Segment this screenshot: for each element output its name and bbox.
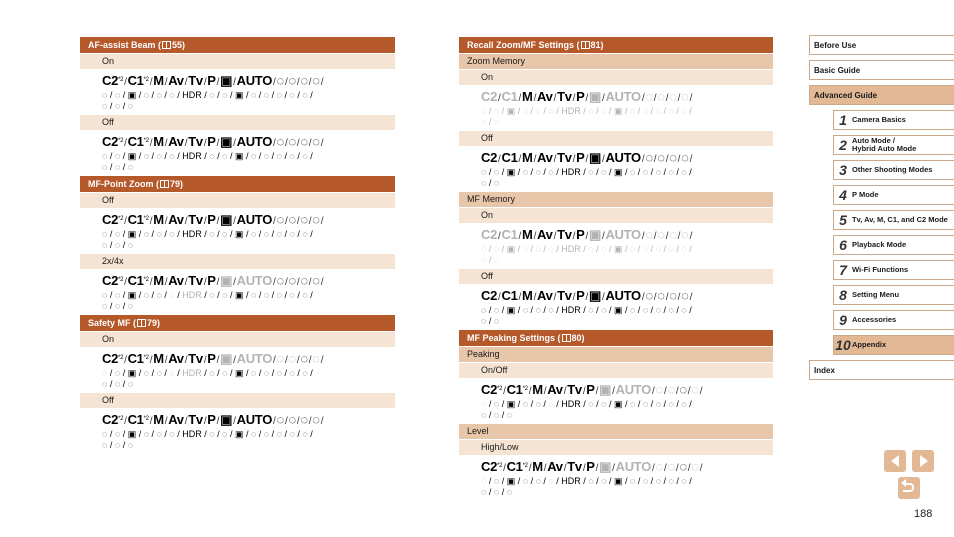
mode-icons-line: ◌ / ◌ bbox=[481, 117, 500, 127]
subsection-mf-memory: MF Memory bbox=[459, 192, 773, 207]
section-page-ref: 79) bbox=[169, 179, 183, 189]
mode-icons-block bbox=[459, 285, 773, 330]
nav-basic-guide[interactable]: Basic Guide bbox=[809, 60, 954, 80]
option-row: Off bbox=[80, 115, 395, 130]
nav-chapter-6[interactable] bbox=[833, 235, 954, 255]
mode-icons-block bbox=[459, 86, 773, 131]
mode-icons-block bbox=[459, 456, 773, 501]
mode-icons-block bbox=[459, 379, 773, 424]
mode-icons-line: ◌ / ◌ bbox=[481, 178, 500, 188]
chapter-label: Appendix bbox=[852, 339, 887, 349]
mode-icons-line: ◌ / ◌ / ▣ / ◌ / ◌ / ◌ / HDR / ◌ / ◌ / ▣ / ◌ / ◌ / ◌ / ◌ / ◌ / bbox=[102, 90, 313, 100]
chapter-number: 1 bbox=[839, 112, 847, 128]
section-title: Safety MF ( bbox=[88, 318, 137, 328]
chapter-label: Setting Menu bbox=[852, 289, 900, 299]
page-number: 188 bbox=[914, 508, 933, 520]
mode-icons-line: ◌ / ◌ bbox=[481, 316, 500, 326]
mode-icons-line: C2$^{*2}$/C1$^{*2}$/M/Av/Tv/P/▣/AUTO/◌/◌/◌/◌/ bbox=[102, 212, 324, 227]
mode-icons-line: C2$^{*2}$/C1$^{*2}$/M/Av/Tv/P/▣/AUTO/◌/◌/◌/◌/ bbox=[481, 459, 703, 474]
left-column bbox=[80, 37, 395, 454]
nav-advanced-guide[interactable]: Advanced Guide bbox=[809, 85, 954, 105]
mode-icons-line: ◌ / ◌ / ▣ / ◌ / ◌ / ◌ / HDR / ◌ / ◌ / ▣ / ◌ / ◌ / ◌ / ◌ / ◌ / bbox=[102, 368, 313, 378]
chapter-label: Playback Mode bbox=[852, 239, 907, 249]
nav-chapter-9[interactable] bbox=[833, 310, 954, 330]
mode-icons-line: ◌ / ◌ / ▣ / ◌ / ◌ / ◌ / HDR / ◌ / ◌ / ▣ / ◌ / ◌ / ◌ / ◌ / ◌ / bbox=[481, 399, 692, 409]
chapter-label: Camera Basics bbox=[852, 114, 906, 124]
chapter-label: Wi-Fi Functions bbox=[852, 264, 909, 274]
chapter-number: 8 bbox=[839, 287, 847, 303]
previous-page-button[interactable] bbox=[884, 450, 906, 472]
section-title: MF Peaking Settings ( bbox=[467, 333, 561, 343]
section-header-recall-zoom-mf bbox=[459, 37, 773, 53]
chapter-number: 2 bbox=[839, 137, 847, 153]
book-icon bbox=[562, 334, 571, 342]
mode-icons-line: ◌ / ◌ / ◌ bbox=[102, 240, 134, 250]
mode-icons-line: ◌ / ◌ / ◌ bbox=[102, 301, 134, 311]
chapter-label: Other Shooting Modes bbox=[852, 164, 933, 174]
chapter-number: 6 bbox=[839, 237, 847, 253]
chapter-number: 4 bbox=[839, 187, 847, 203]
option-row: Off bbox=[80, 393, 395, 408]
chapter-number: 5 bbox=[839, 212, 847, 228]
nav-chapter-2[interactable] bbox=[833, 135, 954, 155]
return-arrow-icon bbox=[901, 479, 906, 487]
mode-icons-line: C2$^{*2}$/C1$^{*2}$/M/Av/Tv/P/▣/AUTO/◌/◌/◌/◌/ bbox=[102, 412, 324, 427]
chapter-nav bbox=[809, 35, 954, 385]
mode-icons-block bbox=[80, 409, 395, 454]
mode-icons-line: ◌ / ◌ / ▣ / ◌ / ◌ / ◌ / HDR / ◌ / ◌ / ▣ / ◌ / ◌ / ◌ / ◌ / ◌ / bbox=[481, 167, 692, 177]
mode-icons-block bbox=[80, 209, 395, 254]
next-page-button[interactable] bbox=[912, 450, 934, 472]
mode-icons-line: ◌ / ◌ / ▣ / ◌ / ◌ / ◌ / HDR / ◌ / ◌ / ▣ / ◌ / ◌ / ◌ / ◌ / ◌ / bbox=[481, 305, 692, 315]
mode-icons-line: C2/C1/M/Av/Tv/P/▣/AUTO/◌/◌/◌/◌/ bbox=[481, 89, 693, 104]
option-row: On bbox=[459, 208, 773, 223]
section-header-af-assist-beam bbox=[80, 37, 395, 53]
nav-before-use[interactable]: Before Use bbox=[809, 35, 954, 55]
section-title: MF-Point Zoom ( bbox=[88, 179, 159, 189]
chapter-number: 7 bbox=[839, 262, 847, 278]
section-title: Recall Zoom/MF Settings ( bbox=[467, 40, 580, 50]
mode-icons-block bbox=[80, 270, 395, 315]
nav-chapter-4[interactable] bbox=[833, 185, 954, 205]
mode-icons-line: C2$^{*2}$/C1$^{*2}$/M/Av/Tv/P/▣/AUTO/◌/◌/◌/◌/ bbox=[481, 382, 703, 397]
option-row: On bbox=[459, 70, 773, 85]
chapter-label: Accessories bbox=[852, 314, 897, 324]
mode-icons-line: ◌ / ◌ / ▣ / ◌ / ◌ / ◌ / HDR / ◌ / ◌ / ▣ / ◌ / ◌ / ◌ / ◌ / ◌ / bbox=[102, 429, 313, 439]
arrow-left-icon bbox=[891, 455, 899, 467]
mode-icons-line: ◌ / ◌ / ◌ bbox=[102, 162, 134, 172]
mode-icons-line: C2$^{*2}$/C1$^{*2}$/M/Av/Tv/P/▣/AUTO/◌/◌/◌/◌/ bbox=[102, 351, 324, 366]
book-icon bbox=[581, 41, 590, 49]
nav-chapter-8[interactable] bbox=[833, 285, 954, 305]
option-row: Off bbox=[80, 193, 395, 208]
chapter-number: 10 bbox=[835, 337, 851, 353]
mode-icons-line: C2$^{*2}$/C1$^{*2}$/M/Av/Tv/P/▣/AUTO/◌/◌/◌/◌/ bbox=[102, 273, 324, 288]
option-row: On/Off bbox=[459, 363, 773, 378]
return-button[interactable] bbox=[898, 477, 920, 499]
nav-chapter-3[interactable] bbox=[833, 160, 954, 180]
mode-icons-block bbox=[459, 147, 773, 192]
chapter-label: P Mode bbox=[852, 189, 879, 199]
mode-icons-line: ◌ / ◌ / ▣ / ◌ / ◌ / ◌ / HDR / ◌ / ◌ / ▣ / ◌ / ◌ / ◌ / ◌ / ◌ / bbox=[481, 106, 692, 116]
nav-index[interactable]: Index bbox=[809, 360, 954, 380]
mode-icons-line: ◌ / ◌ / ▣ / ◌ / ◌ / ◌ / HDR / ◌ / ◌ / ▣ / ◌ / ◌ / ◌ / ◌ / ◌ / bbox=[481, 244, 692, 254]
mode-icons-line: C2/C1/M/Av/Tv/P/▣/AUTO/◌/◌/◌/◌/ bbox=[481, 227, 693, 242]
chapter-label: Auto Mode / Hybrid Auto Mode bbox=[852, 135, 917, 153]
mode-icons-line: ◌ / ◌ / ◌ bbox=[102, 440, 134, 450]
mode-icons-line: C2/C1/M/Av/Tv/P/▣/AUTO/◌/◌/◌/◌/ bbox=[481, 288, 693, 303]
section-header-safety-mf bbox=[80, 315, 395, 331]
section-page-ref: 79) bbox=[147, 318, 161, 328]
section-page-ref: 55) bbox=[172, 40, 186, 50]
nav-chapter-5[interactable] bbox=[833, 210, 954, 230]
section-page-ref: 80) bbox=[571, 333, 585, 343]
mode-icons-line: ◌ / ◌ / ◌ bbox=[481, 487, 513, 497]
mode-icons-block bbox=[80, 348, 395, 393]
option-row: Off bbox=[459, 269, 773, 284]
mode-icons-line: ◌ / ◌ / ◌ bbox=[102, 101, 134, 111]
mode-icons-line: C2$^{*2}$/C1$^{*2}$/M/Av/Tv/P/▣/AUTO/◌/◌/◌/◌/ bbox=[102, 134, 324, 149]
mode-icons-line: C2/C1/M/Av/Tv/P/▣/AUTO/◌/◌/◌/◌/ bbox=[481, 150, 693, 165]
chapter-label: Tv, Av, M, C1, and C2 Mode bbox=[852, 214, 948, 224]
mode-icons-block bbox=[80, 131, 395, 176]
section-page-ref: 81) bbox=[590, 40, 604, 50]
mode-icons-block bbox=[459, 224, 773, 269]
mode-icons-line: ◌ / ◌ / ▣ / ◌ / ◌ / ◌ / HDR / ◌ / ◌ / ▣ / ◌ / ◌ / ◌ / ◌ / ◌ / bbox=[481, 476, 692, 486]
mode-icons-line: C2$^{*2}$/C1$^{*2}$/M/Av/Tv/P/▣/AUTO/◌/◌/◌/◌/ bbox=[102, 73, 324, 88]
book-icon bbox=[137, 319, 146, 327]
mode-icons-line: ◌ / ◌ / ▣ / ◌ / ◌ / ◌ / HDR / ◌ / ◌ / ▣ / ◌ / ◌ / ◌ / ◌ / ◌ / bbox=[102, 290, 313, 300]
option-row: High/Low bbox=[459, 440, 773, 455]
subsection-zoom-memory: Zoom Memory bbox=[459, 54, 773, 69]
subsection-peaking: Peaking bbox=[459, 347, 773, 362]
section-title: AF-assist Beam ( bbox=[88, 40, 162, 50]
mode-icons-line: ◌ / ◌ / ◌ bbox=[102, 379, 134, 389]
arrow-right-icon bbox=[920, 455, 928, 467]
section-header-mf-point-zoom bbox=[80, 176, 395, 192]
nav-chapter-7[interactable] bbox=[833, 260, 954, 280]
nav-chapter-10[interactable] bbox=[833, 335, 954, 355]
nav-chapter-1[interactable] bbox=[833, 110, 954, 130]
book-icon bbox=[160, 180, 169, 188]
section-header-mf-peaking bbox=[459, 330, 773, 346]
book-icon bbox=[162, 41, 171, 49]
option-row: 2x/4x bbox=[80, 254, 395, 269]
subsection-level: Level bbox=[459, 424, 773, 439]
mode-icons-line: ◌ / ◌ / ◌ bbox=[481, 410, 513, 420]
mode-icons-line: ◌ / ◌ / ▣ / ◌ / ◌ / ◌ / HDR / ◌ / ◌ / ▣ / ◌ / ◌ / ◌ / ◌ / ◌ / bbox=[102, 229, 313, 239]
chapter-number: 9 bbox=[839, 312, 847, 328]
mode-icons-block bbox=[80, 70, 395, 115]
middle-column bbox=[459, 37, 773, 501]
mode-icons-line: ◌ / ◌ / ▣ / ◌ / ◌ / ◌ / HDR / ◌ / ◌ / ▣ / ◌ / ◌ / ◌ / ◌ / ◌ / bbox=[102, 151, 313, 161]
option-row: Off bbox=[459, 131, 773, 146]
mode-icons-line: ◌ / ◌ bbox=[481, 255, 500, 265]
chapter-number: 3 bbox=[839, 162, 847, 178]
option-row: On bbox=[80, 332, 395, 347]
option-row: On bbox=[80, 54, 395, 69]
